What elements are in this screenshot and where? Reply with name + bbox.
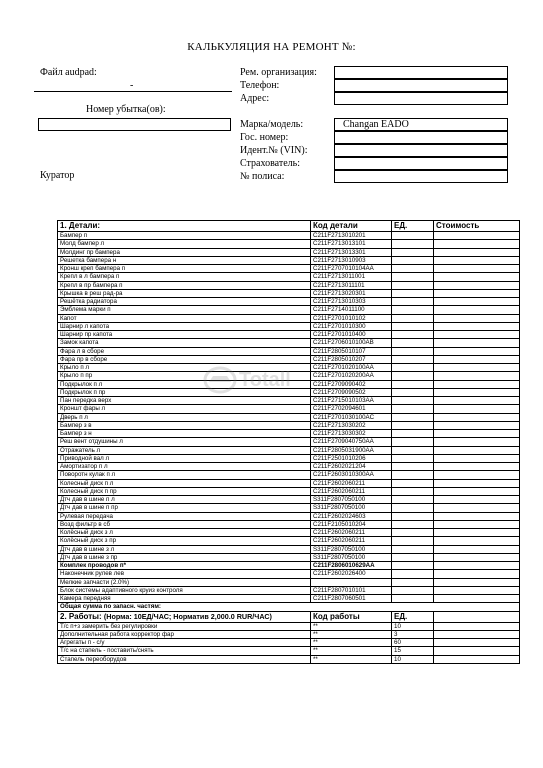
part-code: C211F2713010903 xyxy=(311,256,392,264)
part-cost xyxy=(434,339,520,347)
part-unit xyxy=(392,339,434,347)
address-field[interactable] xyxy=(334,92,508,105)
part-unit xyxy=(392,289,434,297)
loss-number-label: Номер убытка(ов): xyxy=(86,104,166,115)
part-code: C211F2709090402 xyxy=(311,380,392,388)
part-code: C211F2707010104AA xyxy=(311,265,392,273)
works-header-unit: ЕД. xyxy=(392,611,434,622)
part-row xyxy=(58,512,520,520)
work-name: Стапель переоборудов xyxy=(58,655,311,663)
part-name: Крепл в л бампера п xyxy=(58,273,311,281)
part-cost xyxy=(434,578,520,586)
part-code: C211F2709040750AA xyxy=(311,438,392,446)
work-name: Агрегаты п - с/у xyxy=(58,639,311,647)
part-row xyxy=(58,289,520,297)
part-name: Амортизатор п л xyxy=(58,463,311,471)
work-cost xyxy=(434,647,520,655)
part-name: Камера передняя xyxy=(58,595,311,603)
part-code: C211F2602024603 xyxy=(311,512,392,520)
part-row xyxy=(58,586,520,594)
part-unit xyxy=(392,578,434,586)
part-name: Решетка бампера н xyxy=(58,256,311,264)
curator-label: Куратор xyxy=(40,170,75,181)
work-row xyxy=(58,647,520,655)
part-name: Бампер з н xyxy=(58,430,311,438)
work-name: Дополнительная работа корректор фар xyxy=(58,630,311,638)
part-cost xyxy=(434,240,520,248)
part-unit xyxy=(392,314,434,322)
part-unit xyxy=(392,454,434,462)
part-row xyxy=(58,314,520,322)
part-code: C211F2806010629AA xyxy=(311,562,392,570)
parts-header-cost: Стоимость xyxy=(434,221,520,232)
part-code: C211F2702094601 xyxy=(311,405,392,413)
work-name: Т/с п+з замерить без регулировки xyxy=(58,622,311,630)
part-cost xyxy=(434,520,520,528)
part-row xyxy=(58,529,520,537)
gov-number-label: Гос. номер: xyxy=(240,132,289,143)
part-cost xyxy=(434,471,520,479)
make-model-value: Changan EADO xyxy=(343,119,409,130)
part-row xyxy=(58,471,520,479)
part-unit xyxy=(392,496,434,504)
part-unit xyxy=(392,463,434,471)
address-label: Адрес: xyxy=(240,93,270,104)
part-code: S311F2807050100 xyxy=(311,504,392,512)
part-name: Крыло п л xyxy=(58,364,311,372)
part-row xyxy=(58,438,520,446)
parts-total-row xyxy=(58,603,520,611)
part-cost xyxy=(434,430,520,438)
work-row xyxy=(58,622,520,630)
work-cost xyxy=(434,655,520,663)
part-unit xyxy=(392,273,434,281)
part-unit xyxy=(392,232,434,240)
gov-number-field[interactable] xyxy=(334,131,508,144)
part-row xyxy=(58,413,520,421)
part-name: Эмблема марки п xyxy=(58,306,311,314)
part-unit xyxy=(392,553,434,561)
calculation-table xyxy=(57,220,520,664)
part-name: Капот xyxy=(58,314,311,322)
part-name: Крыло п пр xyxy=(58,372,311,380)
part-code: S311F2807050100 xyxy=(311,496,392,504)
part-unit xyxy=(392,248,434,256)
part-code: C211F2701010400 xyxy=(311,331,392,339)
part-cost xyxy=(434,553,520,561)
part-row xyxy=(58,446,520,454)
part-row xyxy=(58,562,520,570)
part-unit xyxy=(392,537,434,545)
part-row xyxy=(58,331,520,339)
part-row xyxy=(58,273,520,281)
works-header-empty xyxy=(434,611,520,622)
part-row xyxy=(58,520,520,528)
part-name: Дтч дав в шине п л xyxy=(58,496,311,504)
part-unit xyxy=(392,240,434,248)
part-row xyxy=(58,355,520,363)
part-unit xyxy=(392,281,434,289)
part-name: Молдинг пр бампера xyxy=(58,248,311,256)
part-cost xyxy=(434,487,520,495)
part-name: Замок капота xyxy=(58,339,311,347)
part-unit xyxy=(392,256,434,264)
part-row xyxy=(58,256,520,264)
part-name: Кронш креп бампера п xyxy=(58,265,311,273)
part-cost xyxy=(434,322,520,330)
part-unit xyxy=(392,405,434,413)
phone-field[interactable] xyxy=(334,79,508,92)
part-unit xyxy=(392,504,434,512)
part-row xyxy=(58,553,520,561)
parts-header-unit: ЕД. xyxy=(392,221,434,232)
part-cost xyxy=(434,289,520,297)
part-row xyxy=(58,397,520,405)
part-unit xyxy=(392,520,434,528)
part-code: S311F2807050100 xyxy=(311,545,392,553)
part-code: C211F2701020100AA xyxy=(311,364,392,372)
work-name: Т/с на стапель - поставить/снять xyxy=(58,647,311,655)
part-unit xyxy=(392,322,434,330)
part-name: Молд бампер л xyxy=(58,240,311,248)
works-header-norm: (Норма: 10ЕД/ЧАС; Норматив 2,000.0 RUR/ЧАС) xyxy=(103,611,272,621)
part-unit xyxy=(392,570,434,578)
part-row xyxy=(58,430,520,438)
work-code: ** xyxy=(311,639,392,647)
part-code: C211F2713010303 xyxy=(311,298,392,306)
part-code: C211F2713020301 xyxy=(311,289,392,297)
part-name: Фара пр в сборе xyxy=(58,355,311,363)
part-name: Дтч дав в шине з л xyxy=(58,545,311,553)
work-code: ** xyxy=(311,622,392,630)
part-cost xyxy=(434,314,520,322)
part-code: C211F2807060501 xyxy=(311,595,392,603)
policy-field[interactable] xyxy=(334,170,508,183)
part-unit xyxy=(392,265,434,273)
make-model-field[interactable] xyxy=(334,118,508,131)
part-code: C211F2805031900AA xyxy=(311,446,392,454)
part-cost xyxy=(434,355,520,363)
part-unit xyxy=(392,562,434,570)
file-label: Файл audpad: xyxy=(40,67,97,78)
part-code: C211F2701020200AA xyxy=(311,372,392,380)
part-name: Возд фильтр в сб xyxy=(58,520,311,528)
part-code: C211F2602021204 xyxy=(311,463,392,471)
work-row xyxy=(58,630,520,638)
part-code: C211F2602060211 xyxy=(311,537,392,545)
part-name: Пан передка верх xyxy=(58,397,311,405)
part-code: C211F2501010206 xyxy=(311,454,392,462)
work-code: ** xyxy=(311,630,392,638)
part-unit xyxy=(392,487,434,495)
part-row xyxy=(58,537,520,545)
part-code: C211F2709090502 xyxy=(311,388,392,396)
part-name: Бампер п xyxy=(58,232,311,240)
part-name: Подкрылок п пр xyxy=(58,388,311,396)
part-name: Крепл в пр бампера п xyxy=(58,281,311,289)
part-row xyxy=(58,463,520,471)
part-name: Кроншт фары л xyxy=(58,405,311,413)
part-code: C211F2715010103AA xyxy=(311,397,392,405)
part-row xyxy=(58,595,520,603)
part-code: C211F2805010107 xyxy=(311,347,392,355)
part-code: C211F2602060211 xyxy=(311,487,392,495)
part-code: C211F2713030302 xyxy=(311,430,392,438)
part-cost xyxy=(434,446,520,454)
part-unit xyxy=(392,380,434,388)
part-cost xyxy=(434,537,520,545)
insurer-label: Страхователь: xyxy=(240,158,300,169)
file-underline xyxy=(34,91,232,92)
part-unit xyxy=(392,479,434,487)
part-code: C211F2701010300 xyxy=(311,322,392,330)
part-row xyxy=(58,322,520,330)
part-name: Дверь п л xyxy=(58,413,311,421)
part-cost xyxy=(434,397,520,405)
part-row xyxy=(58,298,520,306)
part-cost xyxy=(434,421,520,429)
work-code: ** xyxy=(311,655,392,663)
part-cost xyxy=(434,570,520,578)
part-unit xyxy=(392,298,434,306)
part-row xyxy=(58,479,520,487)
part-cost xyxy=(434,529,520,537)
part-name: Подкрылок п л xyxy=(58,380,311,388)
part-code: C211F2805010207 xyxy=(311,355,392,363)
repair-org-field[interactable] xyxy=(334,66,508,79)
part-cost xyxy=(434,413,520,421)
watermark xyxy=(203,365,343,395)
make-model-label: Марка/модель: xyxy=(240,119,304,130)
work-units: 15 xyxy=(392,647,434,655)
part-name: Колёсный диск з пр xyxy=(58,537,311,545)
part-name: Комплек проводов п* xyxy=(58,562,311,570)
part-unit xyxy=(392,545,434,553)
part-cost xyxy=(434,364,520,372)
work-row xyxy=(58,639,520,647)
work-cost xyxy=(434,622,520,630)
part-name: Колесный диск п пр xyxy=(58,487,311,495)
part-code: C211F2713013301 xyxy=(311,248,392,256)
part-row xyxy=(58,405,520,413)
part-row xyxy=(58,487,520,495)
phone-label: Телефон: xyxy=(240,80,280,91)
part-row xyxy=(58,232,520,240)
part-cost xyxy=(434,273,520,281)
part-row xyxy=(58,306,520,314)
work-cost xyxy=(434,630,520,638)
parts-total-label: Общая сумма по запасн. частям: xyxy=(58,603,520,611)
work-code: ** xyxy=(311,647,392,655)
part-code: C211F2713011001 xyxy=(311,273,392,281)
part-code: C211F2105010204 xyxy=(311,520,392,528)
part-code: C211F2706010100AB xyxy=(311,339,392,347)
part-cost xyxy=(434,504,520,512)
part-cost xyxy=(434,298,520,306)
part-cost xyxy=(434,479,520,487)
part-row xyxy=(58,570,520,578)
part-cost xyxy=(434,512,520,520)
part-name: Фара л в сборе xyxy=(58,347,311,355)
repair-org-label: Рем. организация: xyxy=(240,67,317,78)
part-cost xyxy=(434,347,520,355)
works-header-title xyxy=(58,611,311,622)
part-code: C211F2713030202 xyxy=(311,421,392,429)
part-unit xyxy=(392,347,434,355)
part-cost xyxy=(434,232,520,240)
part-unit xyxy=(392,306,434,314)
part-name: Приводной вал л xyxy=(58,454,311,462)
part-code: C211F2713013101 xyxy=(311,240,392,248)
part-name: Мелкие запчасти (2.0%) xyxy=(58,578,311,586)
part-code: C211F2713011101 xyxy=(311,281,392,289)
part-unit xyxy=(392,421,434,429)
part-row xyxy=(58,578,520,586)
part-unit xyxy=(392,355,434,363)
works-header-row xyxy=(58,611,520,622)
part-code: C211F2602060211 xyxy=(311,479,392,487)
part-unit xyxy=(392,413,434,421)
part-unit xyxy=(392,388,434,396)
part-name: Отражатель л xyxy=(58,446,311,454)
part-code: C211F2807010101 xyxy=(311,586,392,594)
part-name: Поворотн кулак п л xyxy=(58,471,311,479)
part-cost xyxy=(434,331,520,339)
part-unit xyxy=(392,471,434,479)
part-row xyxy=(58,281,520,289)
loss-number-field[interactable] xyxy=(38,118,231,131)
works-header-main: 2. Работы: xyxy=(60,611,102,621)
part-name: Рулевая передача xyxy=(58,512,311,520)
work-units: 10 xyxy=(392,622,434,630)
part-code: S311F2807050100 xyxy=(311,553,392,561)
part-cost xyxy=(434,248,520,256)
part-name: Блок системы адаптивного круиз контроля xyxy=(58,586,311,594)
work-units: 10 xyxy=(392,655,434,663)
part-unit xyxy=(392,529,434,537)
part-name: Шарнир л капота xyxy=(58,322,311,330)
part-cost xyxy=(434,306,520,314)
part-row xyxy=(58,421,520,429)
part-code: C211F2701010102 xyxy=(311,314,392,322)
part-cost xyxy=(434,380,520,388)
part-row xyxy=(58,339,520,347)
part-code: C211F2701030100AC xyxy=(311,413,392,421)
part-row xyxy=(58,504,520,512)
part-name: Дтч дав в шине п пр xyxy=(58,504,311,512)
part-row xyxy=(58,248,520,256)
part-unit xyxy=(392,438,434,446)
part-row xyxy=(58,265,520,273)
part-code: C211F2603010300AA xyxy=(311,471,392,479)
part-code xyxy=(311,578,392,586)
part-cost xyxy=(434,256,520,264)
vin-label: Идент.№ (VIN): xyxy=(240,145,308,156)
part-cost xyxy=(434,438,520,446)
vin-field[interactable] xyxy=(334,144,508,157)
parts-header-name: 1. Детали: xyxy=(58,221,311,232)
parts-header-row xyxy=(58,221,520,232)
parts-header-code: Код детали xyxy=(311,221,392,232)
part-unit xyxy=(392,331,434,339)
work-row xyxy=(58,655,520,663)
part-cost xyxy=(434,265,520,273)
document-title: КАЛЬКУЛЯЦИЯ НА РЕМОНТ №: xyxy=(187,41,356,53)
part-unit xyxy=(392,372,434,380)
part-unit xyxy=(392,586,434,594)
watermark-car-icon xyxy=(203,365,237,395)
part-name: Колёсный диск з л xyxy=(58,529,311,537)
part-row xyxy=(58,240,520,248)
part-cost xyxy=(434,545,520,553)
part-row xyxy=(58,454,520,462)
part-code: C211F2602060211 xyxy=(311,529,392,537)
part-unit xyxy=(392,364,434,372)
part-name: Наконечник рулев лев xyxy=(58,570,311,578)
part-cost xyxy=(434,496,520,504)
part-cost xyxy=(434,586,520,594)
part-unit xyxy=(392,430,434,438)
part-name: Колесный диск п л xyxy=(58,479,311,487)
part-cost xyxy=(434,595,520,603)
part-unit xyxy=(392,512,434,520)
part-unit xyxy=(392,595,434,603)
work-units: 60 xyxy=(392,639,434,647)
part-code: C211F2714011100 xyxy=(311,306,392,314)
part-name: Крышка в реш рад-ра xyxy=(58,289,311,297)
work-units: 3 xyxy=(392,630,434,638)
part-cost xyxy=(434,388,520,396)
part-name: Решётка радиатора xyxy=(58,298,311,306)
policy-label: № полиса: xyxy=(240,171,285,182)
part-name: Бампер з в xyxy=(58,421,311,429)
part-unit xyxy=(392,446,434,454)
part-row xyxy=(58,545,520,553)
part-cost xyxy=(434,562,520,570)
part-name: Дтч дав в шине з пр xyxy=(58,553,311,561)
part-cost xyxy=(434,405,520,413)
part-name: Реш вент отдушины л xyxy=(58,438,311,446)
part-cost xyxy=(434,281,520,289)
part-code: C211F2713010201 xyxy=(311,232,392,240)
part-name: Шарнир пр капота xyxy=(58,331,311,339)
part-row xyxy=(58,347,520,355)
part-cost xyxy=(434,372,520,380)
watermark-text: Totall xyxy=(239,369,291,391)
part-cost xyxy=(434,463,520,471)
part-code: C211F2602026400 xyxy=(311,570,392,578)
part-cost xyxy=(434,454,520,462)
insurer-field[interactable] xyxy=(334,157,508,170)
works-header-code: Код работы xyxy=(311,611,392,622)
file-dash: - xyxy=(130,80,134,91)
work-cost xyxy=(434,639,520,647)
part-row xyxy=(58,496,520,504)
part-unit xyxy=(392,397,434,405)
